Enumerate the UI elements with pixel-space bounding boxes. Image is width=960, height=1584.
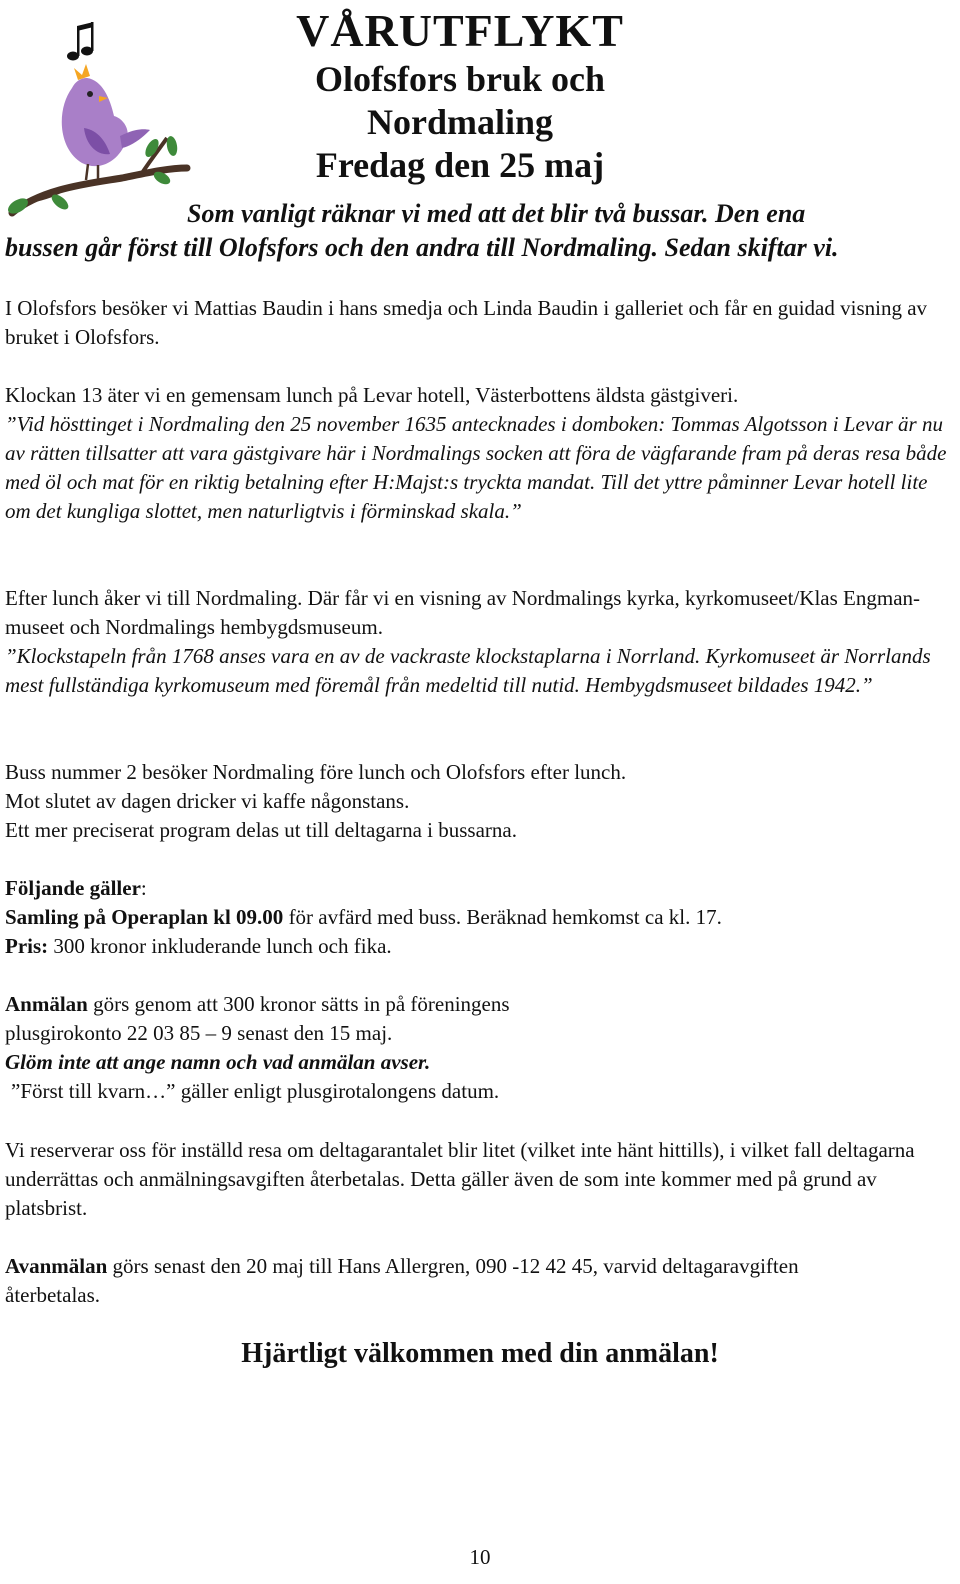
nordmaling-text: Efter lunch åker vi till Nordmaling. Där får vi en visning av Nordmalings kyrka, kyrkomuseet/Klas Engman-museet och Nordmalings hembygdsmuseum. (5, 586, 921, 639)
registration-text: görs genom att 300 kronor sätts in på föreningens (87, 992, 510, 1016)
registration-line-2: plusgirokonto 22 03 85 – 9 senast den 15 maj. (5, 1021, 393, 1045)
bus-line-2: Mot slutet av dagen dricker vi kaffe någonstans. (5, 789, 410, 813)
registration-line-1 (5, 990, 955, 1019)
registration-label: Anmälan (5, 992, 88, 1016)
meeting-info (5, 903, 955, 932)
price-text: 300 kronor inkluderande lunch och fika. (48, 934, 392, 958)
closing-line: Hjärtligt välkommen med din anmälan! (241, 1338, 719, 1369)
title-block (210, 4, 710, 187)
cancellation-paragraph (5, 1252, 805, 1310)
nordmaling-quote: ”Klockstapeln från 1768 anses vara en av de vackraste klockstaplarna i Norrland. Kyrkomuseet är Norrlands mest fullständiga kyrkomuseum med föremål från medeltid till nutid. Hembygdsmuseet bildades 1942.” (5, 644, 931, 697)
reservation-paragraph (5, 1136, 955, 1223)
bus-line-1: Buss nummer 2 besöker Nordmaling före lunch och Olofsfors efter lunch. (5, 760, 627, 784)
nordmaling-paragraph (5, 584, 955, 700)
lunch-text: Klockan 13 äter vi en gemensam lunch på Levar hotell, Västerbottens äldsta gästgiveri. (5, 383, 739, 407)
olofsfors-text: I Olofsfors besöker vi Mattias Baudin i hans smedja och Linda Baudin i galleriet och får en guidad visning av bruket i Olofsfors. (5, 296, 928, 349)
subtitle-line-1: Olofsfors bruk och (314, 59, 606, 99)
subtitle-line-2: Nordmaling (366, 102, 553, 142)
registration-first-come: ”Först till kvarn…” gäller enligt plusgirotalongens datum. (11, 1079, 500, 1103)
conditions-heading-colon: : (140, 876, 147, 900)
conditions-heading (5, 874, 955, 903)
cancellation-text (5, 1252, 805, 1310)
bus-paragraph (5, 758, 955, 845)
event-date: Fredag den 25 maj (315, 145, 605, 185)
music-note-icon (67, 22, 94, 61)
lunch-paragraph (5, 381, 955, 526)
page-number: 10 (469, 1545, 491, 1569)
price-info (5, 932, 955, 961)
bus-line-3: Ett mer preciserat program delas ut till deltagarna i bussarna. (5, 818, 517, 842)
meeting-info-label: Samling på Operaplan kl 09.00 (5, 905, 284, 929)
cancellation-rest: görs senast den 20 maj till Hans Allergren, 090 -12 42 45, varvid deltagaravgiften återbetalas. (5, 1254, 799, 1307)
lunch-quote: ”Vid hösttinget i Nordmaling den 25 november 1635 antecknades i domboken: Tommas Algotsson i Levar är nu av rätten tillsatter att vara gästgivare här i Nordmalings socken att föra de vägfarande fram på deras resa både med öl och mat för en riktig betalning efter H:Majst:s tryckta mandat. Till det yttre påminner Levar hotell lite om det kungliga slottet, men naturligtvis i förminskad skala.” (5, 412, 947, 523)
intro-line-2: bussen går först till Olofsfors och den andra till Nordmaling. Sedan skiftar vi. (5, 233, 839, 262)
intro-paragraph (5, 197, 955, 265)
registration-reminder: Glöm inte att ange namn och vad anmälan avser. (5, 1050, 431, 1074)
meeting-info-text: för avfärd med buss. Beräknad hemkomst ca kl. 17. (283, 905, 722, 929)
cancellation-label: Avanmälan (5, 1254, 108, 1278)
reservation-text: Vi reserverar oss för inställd resa om deltagarantalet blir litet (vilket inte hänt hittills), i vilket fall deltagarna underrättas och anmälningsavgiften återbetalas. Detta gäller även de som inte kommer med på grund av platsbrist. (5, 1138, 915, 1220)
conditions-section (5, 874, 955, 961)
intro-line-1: Som vanligt räknar vi med att det blir två bussar. Den ena (187, 199, 806, 228)
registration-section (5, 990, 955, 1106)
conditions-heading-label: Följande gäller (5, 876, 141, 900)
olofsfors-paragraph (5, 294, 955, 352)
page-title: VÅRUTFLYKT (296, 5, 624, 56)
price-label: Pris: (5, 934, 49, 958)
